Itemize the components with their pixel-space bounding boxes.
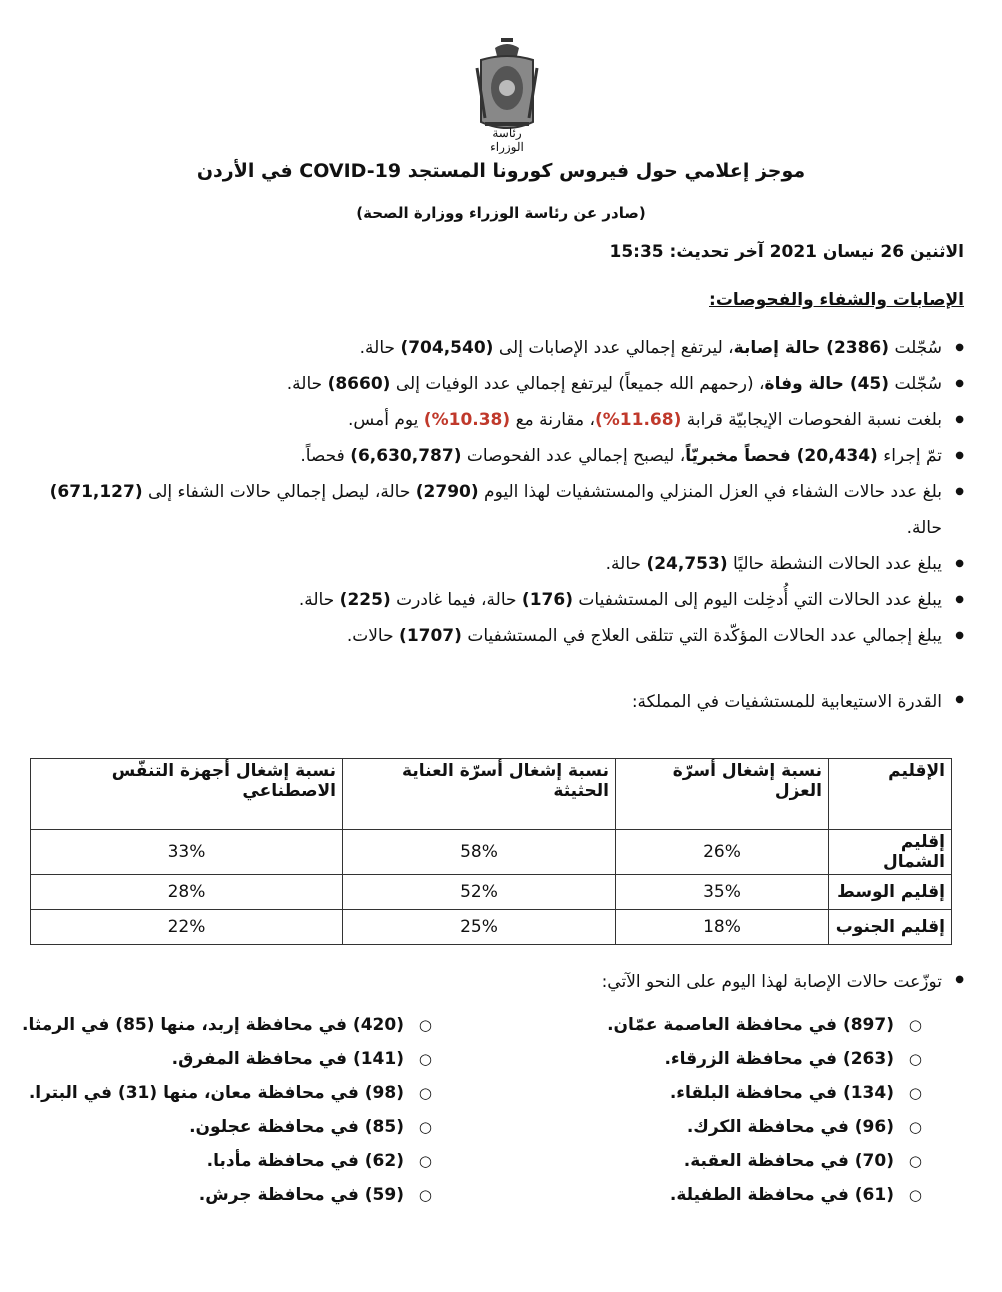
table-cell: 35% [616,875,829,910]
distribution-caption: ● توزّعت حالات الإصابة لهذا اليوم على النحو الآتي: [601,972,964,992]
table-cell: إقليم الشمال [829,830,952,875]
table-header: نسبة إشغال أسرّة العناية الحثيثة [343,759,616,830]
list-item: ○ (141) في محافظة المفرق. [0,1042,432,1076]
date-line: الاثنين 26 نيسان 2021 آخر تحديث: 15:35 [609,242,964,262]
table-cell: 28% [31,875,343,910]
list-item: ○ (96) في محافظة الكرك. [482,1110,922,1144]
table-cell: 58% [343,830,616,875]
section-title: الإصابات والشفاء والفحوصات: [709,290,964,310]
capacity-caption: ● القدرة الاستيعابية للمستشفيات في المملكة: [631,692,964,712]
table-header-row [31,759,952,830]
table-header: نسبة إشغال أجهزة التنفّس الاصطناعي [31,759,343,830]
distribution-list-left [0,1008,432,1212]
list-item: ● يبلغ عدد الحالات النشطة حاليًا (24,753) حالة. [39,546,964,582]
list-item: ● تمّ إجراء (20,434) فحصاً مخبريّاً، ليصبح إجمالي عدد الفحوصات (6,630,787) فحصاً. [39,438,964,474]
list-item: ○ (897) في محافظة العاصمة عمّان. [482,1008,922,1042]
list-item: ● بلغت نسبة الفحوصات الإيجابيّة قرابة (11.68%)، مقارنة مع (10.38%) يوم أمس. [39,402,964,438]
table-cell: 18% [616,910,829,945]
list-item: ○ (98) في محافظة معان، منها (31) في البترا. [0,1076,432,1110]
list-item: ● سُجّلت (45) حالة وفاة، (رحمهم الله جميعاً) ليرتفع إجمالي عدد الوفيات إلى (8660) حالة. [39,366,964,402]
list-item: ● سُجّلت (2386) حالة إصابة، ليرتفع إجمالي عدد الإصابات إلى (704,540) حالة. [39,330,964,366]
table-row [31,910,952,945]
table-row [31,830,952,875]
logo-caption: رئاسة الوزراء [490,126,524,154]
stats-list [39,330,964,654]
list-item: ○ (70) في محافظة العقبة. [482,1144,922,1178]
list-item: ○ (59) في محافظة جرش. [0,1178,432,1212]
list-item: ○ (61) في محافظة الطفيلة. [482,1178,922,1212]
distribution-list-right [482,1008,922,1212]
list-item: ○ (85) في محافظة عجلون. [0,1110,432,1144]
list-item: ● يبلغ إجمالي عدد الحالات المؤكّدة التي تتلقى العلاج في المستشفيات (1707) حالات. [39,618,964,654]
table-cell: إقليم الجنوب [829,910,952,945]
table-cell: 33% [31,830,343,875]
table-header: نسبة إشغال أسرّة العزل [616,759,829,830]
table-cell: 22% [31,910,343,945]
list-item: ● بلغ عدد حالات الشفاء في العزل المنزلي والمستشفيات لهذا اليوم (2790) حالة، ليصل إجمالي حالات الشفاء إلى (671,127) حالة. [39,474,964,546]
table-row [31,875,952,910]
page-subtitle: (صادر عن رئاسة الوزراء ووزارة الصحة) [356,204,646,222]
table-cell: 25% [343,910,616,945]
list-item: ● يبلغ عدد الحالات التي أُدخِلت اليوم إلى المستشفيات (176) حالة، فيما غادرت (225) حالة. [39,582,964,618]
page-title: موجز إعلامي حول فيروس كورونا المستجد COVID-19 في الأردن [196,160,806,182]
table-header: الإقليم [829,759,952,830]
table-cell: إقليم الوسط [829,875,952,910]
table-cell: 26% [616,830,829,875]
list-item: ○ (134) في محافظة البلقاء. [482,1076,922,1110]
list-item: ○ (263) في محافظة الزرقاء. [482,1042,922,1076]
list-item: ○ (420) في محافظة إربد، منها (85) في الرمثا. [0,1008,432,1042]
table-cell: 52% [343,875,616,910]
list-item: ○ (62) في محافظة مأدبا. [0,1144,432,1178]
occupancy-table [30,758,952,945]
